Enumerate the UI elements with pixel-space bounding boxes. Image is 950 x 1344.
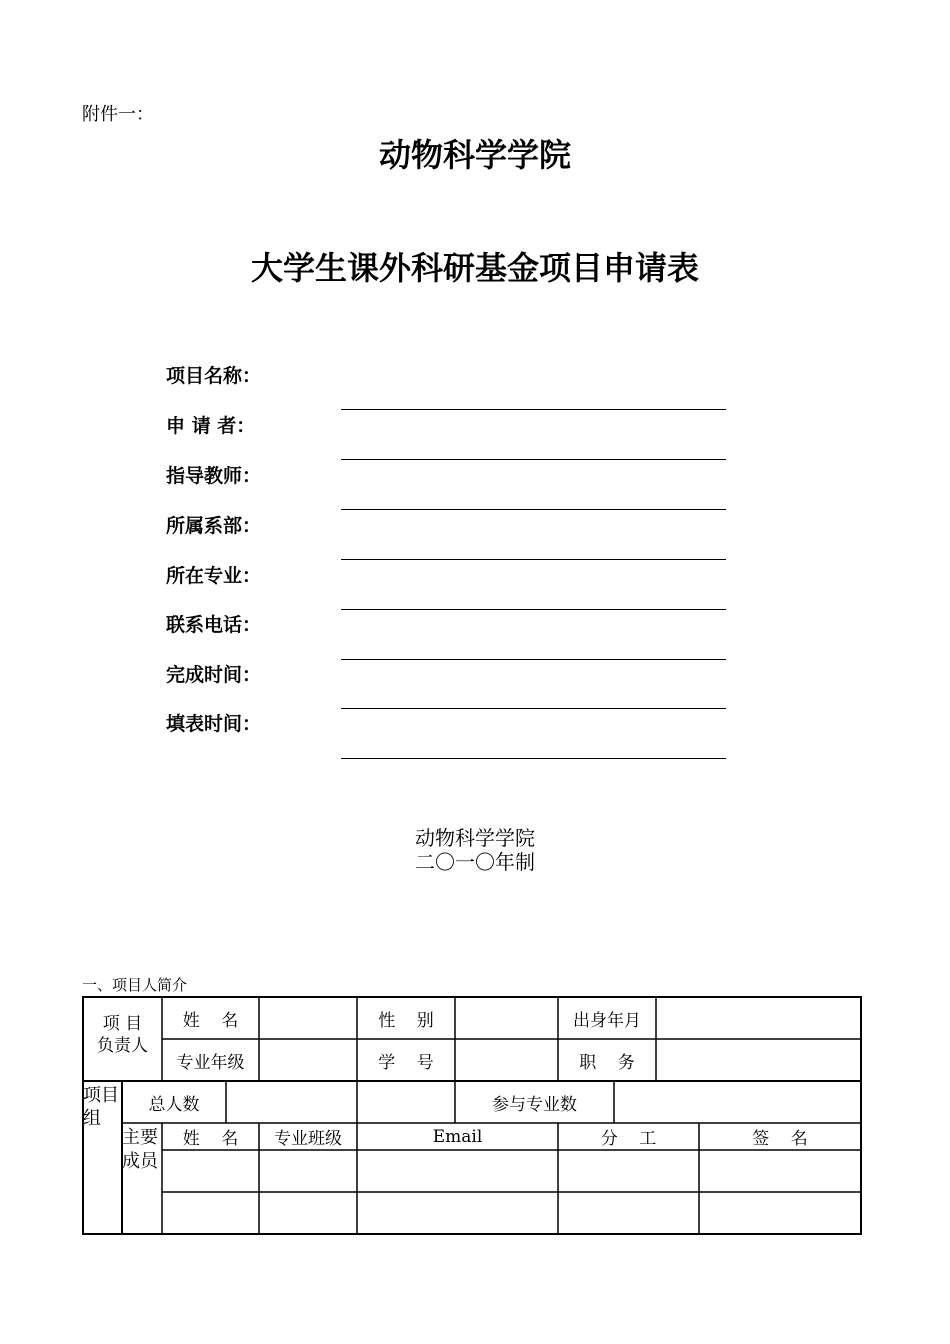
leader-name-cell[interactable] — [259, 997, 357, 1039]
majors-count-label: 参与专业数 — [492, 1094, 577, 1115]
field-label-project-name: 项目名称： — [166, 365, 262, 387]
footer-year: 二〇一〇年制 — [415, 850, 535, 874]
position-label: 职 务 — [579, 1052, 635, 1073]
name-label: 姓 名 — [182, 1010, 239, 1031]
member-col-name: 姓 名 — [182, 1129, 239, 1149]
member-col-role: 分 工 — [600, 1129, 657, 1149]
group-label: 项目组 — [83, 1085, 119, 1129]
field-label-department: 所属系部： — [166, 515, 262, 537]
form-title: 大学生课外科研基金项目申请表 — [250, 249, 699, 287]
college-title: 动物科学学院 — [378, 136, 571, 174]
birth-label: 出身年月 — [573, 1010, 641, 1031]
major-grade-label: 专业年级 — [176, 1052, 245, 1073]
member-row[interactable] — [162, 1192, 861, 1234]
footer-org: 动物科学学院 — [415, 826, 535, 850]
member-row[interactable] — [162, 1150, 861, 1192]
total-label: 总人数 — [148, 1094, 200, 1115]
section-title: 一、项目人简介 — [82, 976, 188, 994]
majors-count-cell[interactable] — [614, 1081, 861, 1123]
attachment-label: 附件一： — [82, 104, 154, 125]
field-label-applicant: 申 请 者： — [166, 415, 256, 437]
field-label-major: 所在专业： — [166, 565, 262, 587]
leader-label-line2: 负责人 — [97, 1036, 148, 1056]
leader-label — [83, 1013, 162, 1057]
leader-student-id-cell[interactable] — [455, 1039, 558, 1081]
member-col-class: 专业班级 — [274, 1129, 342, 1149]
gender-label: 性 别 — [378, 1010, 434, 1031]
leader-label-line1: 项 目 — [102, 1014, 143, 1034]
field-label-completion-time: 完成时间： — [166, 664, 262, 686]
student-id-label: 学 号 — [378, 1052, 434, 1073]
member-col-signature: 签 名 — [752, 1129, 808, 1149]
leader-birth-cell[interactable] — [656, 997, 861, 1039]
field-label-advisor: 指导教师： — [166, 465, 262, 487]
total-extra-cell[interactable] — [357, 1081, 455, 1123]
member-col-email: Email — [432, 1126, 483, 1147]
leader-gender-cell[interactable] — [455, 997, 558, 1039]
total-count-cell[interactable] — [226, 1081, 357, 1123]
field-label-fill-date: 填表时间： — [166, 713, 262, 735]
field-label-phone: 联系电话： — [166, 614, 262, 636]
members-label: 主要成员 — [122, 1127, 158, 1172]
leader-position-cell[interactable] — [656, 1039, 861, 1081]
leader-major-grade-cell[interactable] — [259, 1039, 357, 1081]
